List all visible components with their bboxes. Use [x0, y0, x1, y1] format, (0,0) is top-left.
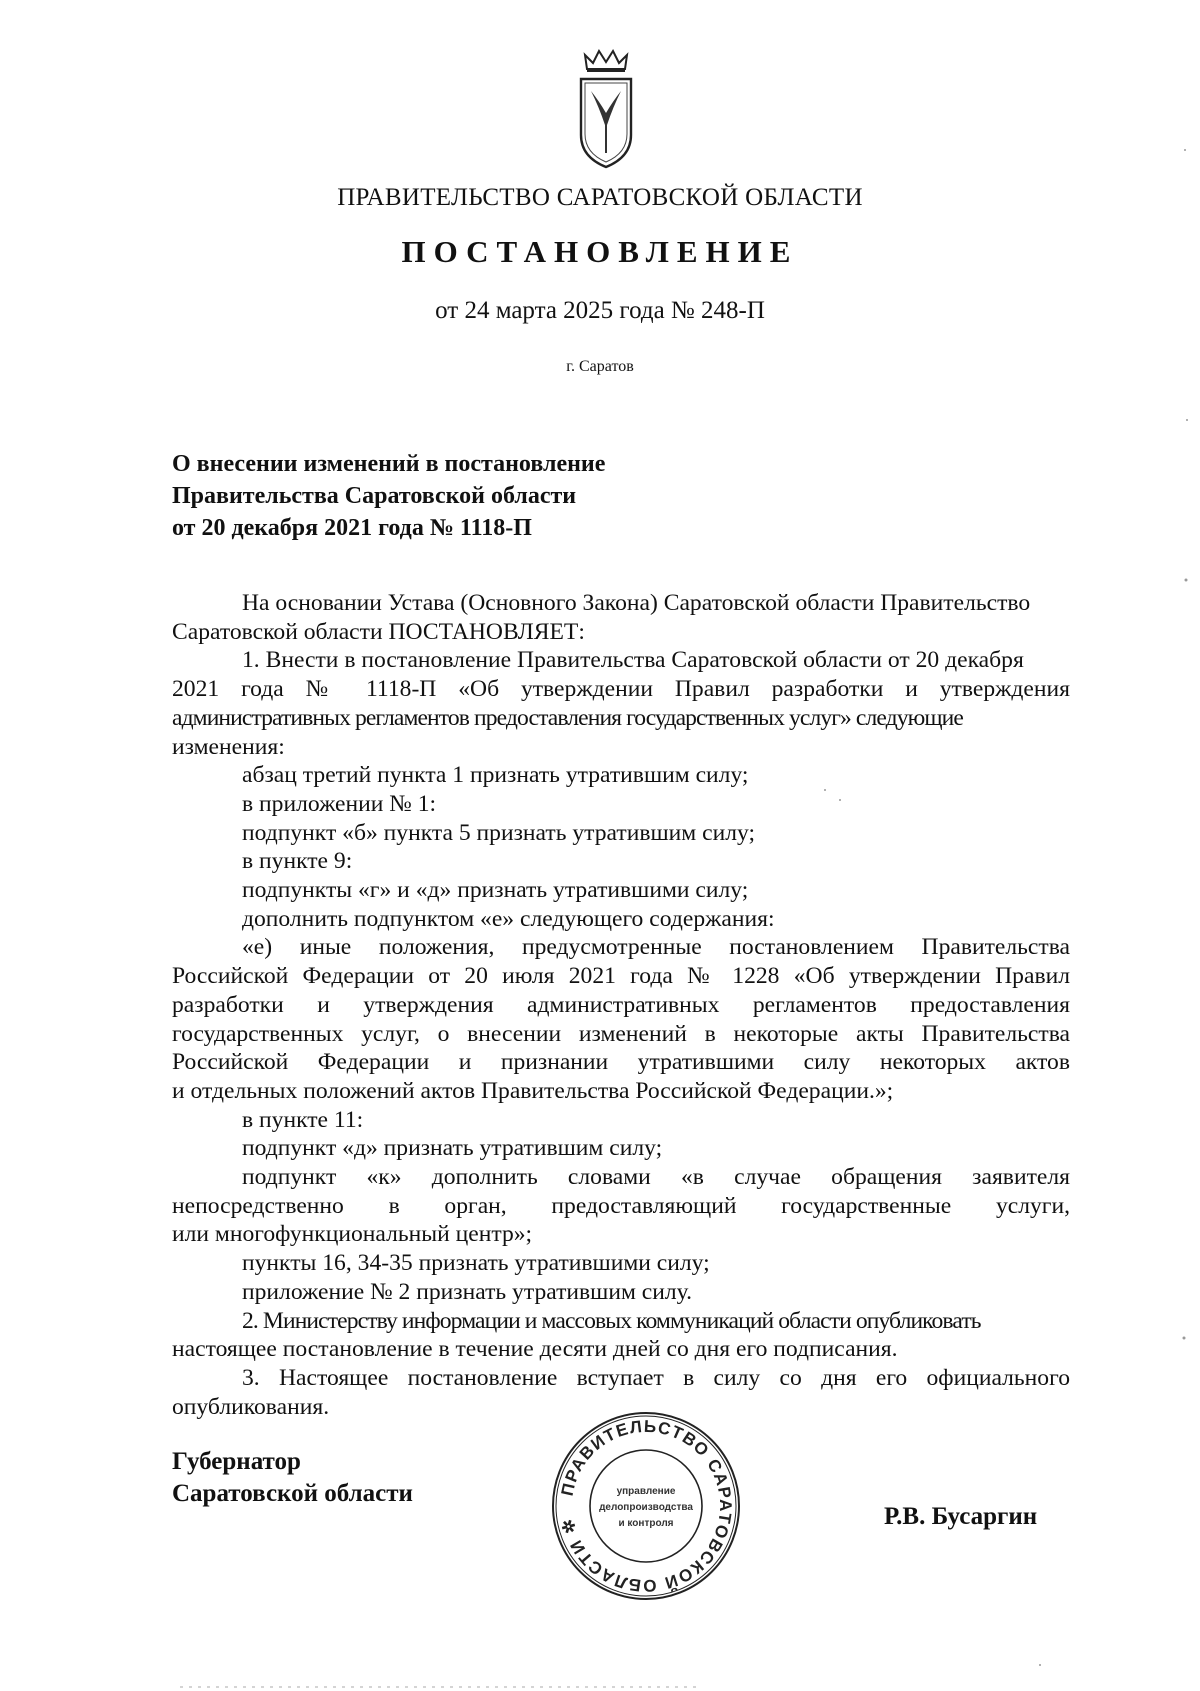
body-line: непосредственно в орган, предоставляющий государственные услуги,	[172, 1192, 1070, 1219]
body-line: опубликования.	[172, 1393, 330, 1420]
body-line: пункты 16, 34-35 признать утратившими силу;	[242, 1250, 710, 1277]
signatory-title-line: Губернатор	[172, 1448, 301, 1475]
body-line: Российской Федерации от 20 июля 2021 года № 1228 «Об утверждении Правил	[172, 963, 1070, 990]
body-line: подпункт «д» признать утратившим силу;	[242, 1135, 663, 1162]
signatory-title	[172, 1446, 413, 1510]
document-city: г. Саратов	[566, 358, 634, 375]
official-seal-stamp	[548, 1408, 744, 1604]
body-line: подпункт «б» пункта 5 признать утратившим силу;	[242, 819, 756, 846]
body-line: 2. Министерству информации и массовых коммуникаций области опубликовать	[242, 1307, 981, 1334]
body-line: или многофункциональный центр»;	[172, 1221, 533, 1248]
body-line: подпункты «г» и «д» признать утратившими силу;	[242, 877, 749, 904]
svg-text:и контроля: и контроля	[618, 1518, 674, 1529]
body-line: 2021 года № 1118-П «Об утверждении Правил разработки и утверждения	[172, 676, 1070, 703]
body-line: и отдельных положений актов Правительства Российской Федерации.»;	[172, 1077, 894, 1104]
document-subject	[172, 448, 605, 544]
authority-title: ПРАВИТЕЛЬСТВО САРАТОВСКОЙ ОБЛАСТИ	[337, 184, 863, 211]
body-line: абзац третий пункта 1 признать утратившим силу;	[242, 762, 749, 789]
body-line: в пункте 9:	[242, 848, 353, 875]
body-line: приложение № 2 признать утратившим силу.	[242, 1278, 693, 1305]
body-line: изменения:	[172, 733, 285, 760]
body-line: подпункт «к» дополнить словами «в случае обращения заявителя	[242, 1164, 1070, 1191]
svg-text:управление: управление	[616, 1486, 676, 1497]
svg-text:делопроизводства: делопроизводства	[599, 1502, 693, 1513]
body-line: Саратовской области ПОСТАНОВЛЯЕТ:	[172, 618, 585, 645]
body-line: государственных услуг, о внесении изменений в некоторые акты Правительства	[172, 1020, 1070, 1047]
body-line: административных регламентов предоставления государственных услуг» следующие	[172, 704, 963, 731]
body-line: 1. Внести в постановление Правительства Саратовской области от 20 декабря	[242, 647, 1024, 674]
signatory-name: Р.В. Бусаргин	[884, 1503, 1038, 1530]
svg-text:ПРАВИТЕЛЬСТВО САРАТОВСКОЙ ОБЛА: ПРАВИТЕЛЬСТВО САРАТОВСКОЙ ОБЛАСТИ ✲	[557, 1416, 736, 1596]
body-line: 3. Настоящее постановление вступает в силу со дня его официального	[242, 1364, 1070, 1391]
body-line: разработки и утверждения административных регламентов предоставления	[172, 991, 1070, 1018]
document-type: ПОСТАНОВЛЕНИЕ	[401, 234, 799, 269]
body-line: «е) иные положения, предусмотренные постановлением Правительства	[242, 934, 1070, 961]
signatory-title-line: Саратовской области	[172, 1480, 413, 1507]
document-date-number: от 24 марта 2025 года № 248-П	[435, 297, 765, 324]
subject-line: О внесении изменений в постановление	[172, 451, 606, 477]
document-body	[172, 589, 1070, 1421]
body-line: настоящее постановление в течение десяти дней со дня его подписания.	[172, 1336, 898, 1363]
subject-line: Правительства Саратовской области	[172, 483, 577, 509]
body-line: в приложении № 1:	[242, 790, 437, 817]
body-line: Российской Федерации и признании утратившими силу некоторых актов	[172, 1049, 1070, 1076]
body-line: На основании Устава (Основного Закона) Саратовской области Правительство	[242, 590, 1031, 616]
subject-line: от 20 декабря 2021 года № 1118-П	[172, 515, 532, 541]
body-line: дополнить подпунктом «е» следующего содержания:	[242, 905, 775, 932]
body-line: в пункте 11:	[242, 1106, 364, 1133]
saratov-coat-of-arms-icon	[577, 47, 635, 172]
